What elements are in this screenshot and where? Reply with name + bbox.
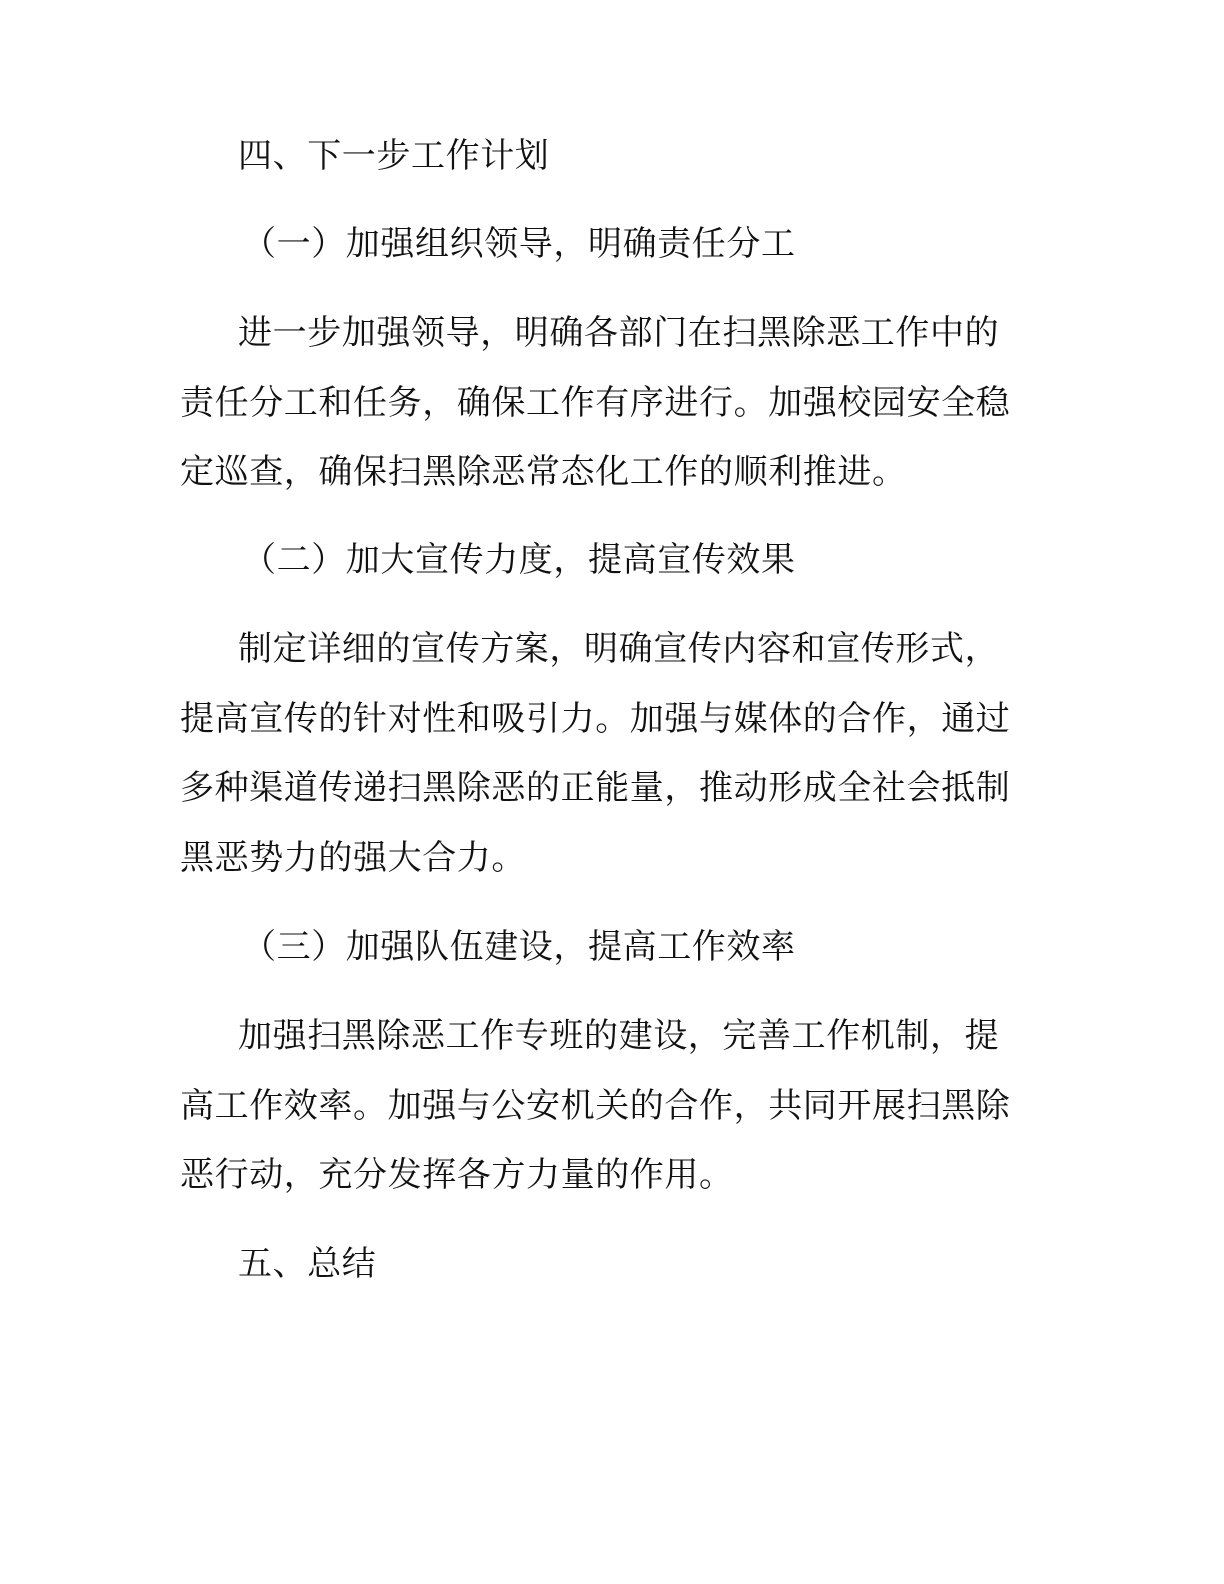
paragraph-3-line-3: 恶行动，充分发挥各方力量的作用。	[180, 1155, 734, 1195]
paragraph-1-line-1: 进一步加强领导，明确各部门在扫黑除恶工作中的	[238, 313, 1000, 353]
subsection-title-2: （二）加大宣传力度，提高宣传效果	[242, 540, 796, 580]
paragraph-1-line-3: 定巡查，确保扫黑除恶常态化工作的顺利推进。	[180, 452, 907, 492]
paragraph-2-line-2: 提高宣传的针对性和吸引力。加强与媒体的合作，通过	[180, 699, 1011, 739]
paragraph-2-line-4: 黑恶势力的强大合力。	[180, 838, 526, 878]
subsection-title-3: （三）加强队伍建设，提高工作效率	[242, 927, 796, 967]
section-heading-four: 四、下一步工作计划	[238, 136, 550, 176]
section-heading-five: 五、总结	[238, 1244, 377, 1284]
paragraph-2-line-1: 制定详细的宣传方案，明确宣传内容和宣传形式，	[238, 629, 1000, 669]
subsection-title-1: （一）加强组织领导，明确责任分工	[242, 224, 796, 264]
paragraph-2-line-3: 多种渠道传递扫黑除恶的正能量，推动形成全社会抵制	[180, 768, 1011, 808]
paragraph-1-line-2: 责任分工和任务，确保工作有序进行。加强校园安全稳	[180, 383, 1011, 423]
paragraph-3-line-1: 加强扫黑除恶工作专班的建设，完善工作机制，提	[238, 1016, 1000, 1056]
paragraph-3-line-2: 高工作效率。加强与公安机关的合作，共同开展扫黑除	[180, 1086, 1011, 1126]
